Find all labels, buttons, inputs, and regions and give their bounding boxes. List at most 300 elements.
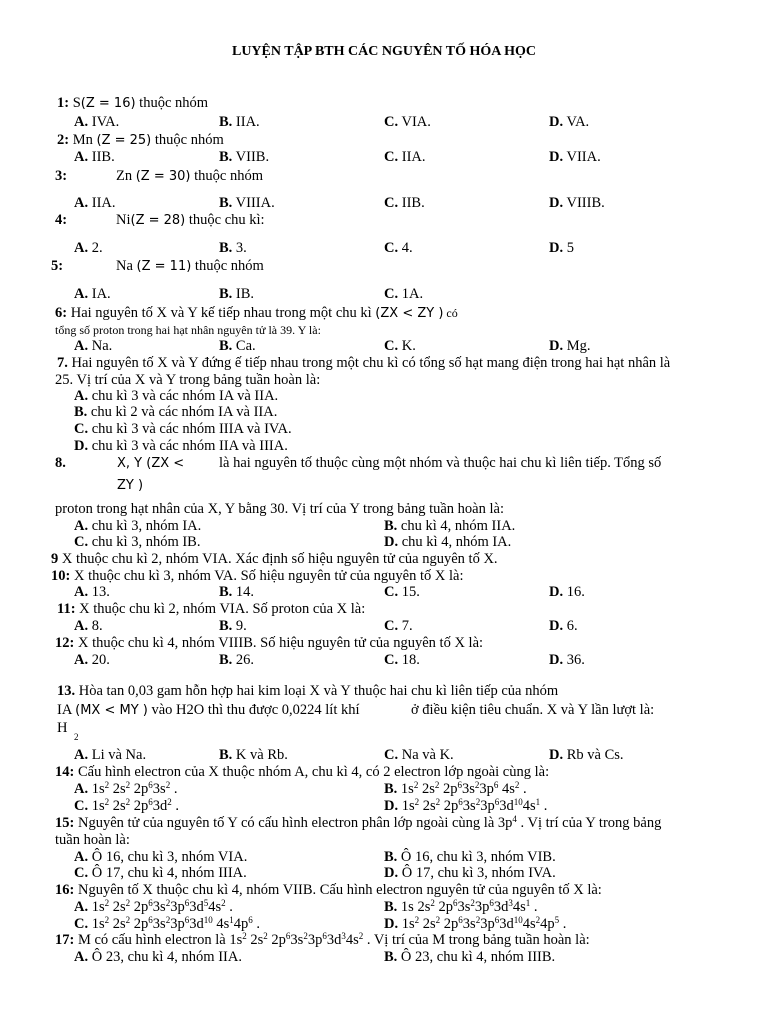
option-key: A. [74, 584, 89, 600]
text-run: Ni [116, 212, 131, 228]
text-run: 3d [189, 899, 204, 915]
text-run: . [559, 916, 567, 932]
gas-subscript: 2 [74, 732, 79, 742]
option-a [74, 388, 278, 405]
option-d [549, 114, 589, 131]
option-b [219, 149, 269, 166]
question-stem [73, 132, 224, 148]
math-run: (Z = 25) [96, 133, 152, 148]
option-text: chu kì 4, nhóm IA. [401, 534, 512, 550]
text-run: 2p [130, 798, 149, 814]
option-text: 15. [401, 584, 420, 600]
question-13-stem-line2 [57, 702, 360, 719]
text-run: . [530, 899, 538, 915]
option-b [219, 652, 254, 669]
option-text: 13. [91, 584, 110, 600]
text-run: 3s [457, 899, 471, 915]
question-number: 10: [51, 568, 71, 584]
option-text [401, 899, 538, 915]
text-run: 1s [400, 781, 414, 797]
text-run: 1s [401, 916, 415, 932]
question-1 [57, 95, 208, 112]
text-run: 3p [170, 916, 185, 932]
math-run: (Z = 11) [136, 259, 192, 274]
option-b [384, 781, 527, 798]
text-run: 3d [189, 916, 204, 932]
question-17 [55, 932, 590, 949]
text-run: 4p [540, 916, 555, 932]
option-b [219, 240, 247, 257]
question-stem: Hòa tan 0,03 gam hỗn hợp hai kim loại X và Y thuộc hai chu kì liên tiếp của nhóm [78, 683, 559, 699]
question-stem [73, 95, 208, 111]
question-stem [78, 815, 661, 831]
option-b [219, 618, 247, 635]
option-c [74, 421, 292, 438]
text-run: Hai nguyên tố X và Y kế tiếp nhau trong một chu kì [70, 305, 376, 321]
text-run: . [519, 781, 527, 797]
option-text: VIIB. [235, 149, 270, 165]
text-run: 1s [401, 798, 415, 814]
option-text: VA. [566, 114, 590, 130]
text-run: 2p [440, 798, 459, 814]
option-key: D. [384, 865, 399, 881]
question-number: 8. [55, 455, 66, 471]
question-3-number [55, 168, 67, 185]
option-text: Ô 23, chu kì 4, nhóm IIA. [91, 949, 242, 965]
option-key: A. [74, 899, 89, 915]
option-key: B. [384, 949, 398, 965]
text-run: 4s [208, 899, 222, 915]
option-key: B. [384, 849, 398, 865]
text-run: . [540, 798, 548, 814]
option-key: D. [74, 438, 89, 454]
math-run: (MX < MY ) [75, 703, 148, 718]
text-run: 3p [474, 899, 490, 915]
option-key: D. [549, 618, 564, 634]
question-2 [57, 132, 224, 149]
option-d [549, 195, 605, 212]
question-number: 7. [57, 355, 68, 371]
question-number: 16: [55, 882, 75, 898]
superscript: 2 [125, 797, 131, 808]
text-run: 3p [170, 899, 185, 915]
text-run: 3s [152, 899, 166, 915]
superscript: 3 [341, 931, 346, 942]
superscript: 6 [494, 797, 500, 808]
option-a [74, 899, 233, 916]
option-c [74, 865, 247, 882]
question-number: 5: [51, 258, 64, 274]
option-key: A. [74, 747, 89, 763]
superscript: 2 [125, 898, 131, 909]
text-run: thuộc nhóm [190, 168, 263, 184]
option-a [74, 286, 111, 303]
superscript: 6 [489, 898, 494, 909]
option-text: chu kì 3 và các nhóm IIIA và IVA. [91, 421, 292, 437]
text-run: 2s [109, 798, 126, 814]
option-text: Ô 16, chu kì 3, nhóm VIB. [400, 849, 556, 865]
question-stem: X thuộc chu kì 4, nhóm VIIIB. Số hiệu nguyên tử của nguyên tố X là: [77, 635, 484, 651]
question-number: 1: [57, 95, 70, 111]
superscript: 6 [184, 898, 190, 909]
text-run: thuộc nhóm [151, 132, 224, 148]
superscript: 2 [242, 931, 247, 942]
question-number: 6: [55, 305, 68, 321]
text-run: 2p [130, 899, 149, 915]
option-a [74, 338, 112, 355]
option-text: chu kì 3, nhóm IB. [91, 534, 201, 550]
option-key: B. [219, 195, 233, 211]
text-run: thuộc nhóm [191, 258, 264, 274]
question-8-stem-line2: proton trong hạt nhân của X, Y bằng 30. Vị trí của Y trong bảng tuần hoàn là: [55, 501, 504, 517]
option-text: 2. [91, 240, 103, 256]
question-8-math: X, Y (ZX < [117, 456, 185, 471]
superscript: 2 [104, 915, 110, 926]
option-key: B. [219, 584, 233, 600]
math-run: (Z = 30) [135, 169, 191, 184]
text-run: . [170, 781, 178, 797]
text-run: 4s [345, 932, 359, 948]
superscript: 1 [535, 797, 541, 808]
option-key: A. [74, 781, 89, 797]
superscript: 2 [104, 780, 110, 791]
option-key: C. [384, 584, 399, 600]
option-d [549, 618, 578, 635]
option-key: D. [549, 149, 564, 165]
text-run: 1s [91, 798, 105, 814]
option-key: C. [384, 747, 399, 763]
option-d [549, 747, 624, 764]
text-run: 2s [419, 798, 436, 814]
option-key: A. [74, 195, 89, 211]
question-7 [57, 355, 670, 372]
text-run: 4s [212, 916, 230, 932]
superscript: 10 [513, 915, 523, 926]
option-a [74, 518, 201, 535]
superscript: 2 [435, 797, 441, 808]
question-number: 17: [55, 932, 75, 948]
question-stem: Cấu hình electron của X thuộc nhóm A, chu kì 4, có 2 electron lớp ngoài cùng là: [77, 764, 550, 780]
text-run: . [171, 798, 180, 814]
option-key: A. [74, 286, 89, 302]
option-c [384, 195, 425, 212]
superscript: 6 [148, 915, 153, 926]
option-key: C. [384, 618, 399, 634]
option-d [549, 240, 574, 257]
superscript: 2 [413, 780, 419, 791]
superscript: 6 [148, 797, 153, 808]
question-number: 3: [55, 168, 68, 184]
option-b [219, 338, 256, 355]
text-run: 3s [152, 781, 166, 797]
option-c [74, 534, 200, 551]
question-number: 14: [55, 764, 75, 780]
superscript: 6 [457, 780, 462, 791]
text-run: 3s [462, 916, 476, 932]
option-text: Li và Na. [91, 747, 147, 763]
text-run: thuộc chu kì: [185, 212, 265, 228]
question-stem [78, 932, 590, 948]
option-text: VIIIB. [566, 195, 605, 211]
option-text: Na và K. [401, 747, 454, 763]
option-text: 8. [91, 618, 103, 634]
option-text: Ca. [235, 338, 256, 354]
math-run: (ZX < ZY ) [375, 306, 444, 321]
question-5-number [51, 258, 63, 275]
text-run: Mn [72, 132, 97, 148]
text-run: 3s [462, 798, 476, 814]
superscript: 2 [263, 931, 268, 942]
question-16 [55, 882, 602, 899]
option-key: C. [384, 240, 399, 256]
option-key: B. [219, 652, 233, 668]
option-a [74, 195, 116, 212]
question-number: 15: [55, 815, 75, 831]
option-key: B. [384, 781, 398, 797]
superscript: 3 [508, 898, 513, 909]
question-number: 13. [57, 683, 76, 699]
question-8-math-line2: ZY ) [117, 478, 144, 493]
option-key: A. [74, 149, 89, 165]
text-run: Zn [116, 168, 136, 184]
option-text: IIA. [401, 149, 426, 165]
option-d [549, 338, 591, 355]
page-title: LUYỆN TẬP BTH CÁC NGUYÊN TỐ HÓA HỌC [231, 44, 537, 59]
question-9 [51, 551, 498, 568]
option-key: B. [384, 899, 398, 915]
text-run: 3s [461, 781, 475, 797]
text-run: 2p [130, 916, 149, 932]
option-key: D. [549, 114, 564, 130]
text-run: M có cấu hình electron là 1s [77, 932, 243, 948]
math-run: (Z = 28) [130, 213, 186, 228]
question-number: 12: [55, 635, 75, 651]
superscript: 2 [474, 780, 480, 791]
option-key: B. [219, 618, 233, 634]
option-key: B. [219, 114, 233, 130]
option-key: C. [384, 338, 399, 354]
option-text: Mg. [566, 338, 591, 354]
text-run: 4p [233, 916, 249, 932]
superscript: 6 [148, 898, 153, 909]
superscript: 2 [125, 915, 131, 926]
option-b [219, 114, 260, 131]
option-text: chu kì 3 và các nhóm IA và IIA. [91, 388, 279, 404]
option-text: IB. [235, 286, 255, 302]
text-run: 3d [499, 916, 514, 932]
text-run: 3p [480, 798, 495, 814]
text-run: . [225, 899, 233, 915]
option-c [384, 114, 431, 131]
option-a [74, 747, 146, 764]
option-b [219, 286, 254, 303]
question-13 [57, 683, 558, 700]
question-13-stem-line2-cont: ở điều kiện tiêu chuẩn. X và Y lần lượt là: [411, 702, 655, 718]
option-a [74, 240, 103, 257]
text-run: IA [57, 702, 76, 718]
option-text: chu kì 4, nhóm IIA. [400, 518, 516, 534]
option-c [384, 240, 413, 257]
text-run: 3p [480, 916, 495, 932]
text-run: S [72, 95, 81, 111]
question-8-stem: là hai nguyên tố thuộc cùng một nhóm và thuộc hai chu kì liên tiếp. Tổng số [219, 455, 662, 471]
text-run: 3d [499, 798, 514, 814]
option-key: C. [74, 865, 89, 881]
question-8-number [55, 455, 66, 472]
option-key: D. [549, 747, 564, 763]
option-text: 3. [235, 240, 247, 256]
superscript: 5 [554, 915, 560, 926]
option-key: B. [384, 518, 398, 534]
superscript: 2 [514, 780, 520, 791]
superscript: 6 [458, 915, 463, 926]
question-4-stem [116, 212, 265, 229]
text-run: 4s [498, 781, 515, 797]
text-run: 2p [440, 916, 459, 932]
superscript: 1 [229, 915, 234, 926]
text-run: 3s [290, 932, 304, 948]
superscript: 2 [435, 915, 441, 926]
option-key: B. [219, 286, 233, 302]
superscript: 2 [414, 797, 420, 808]
option-a [74, 781, 177, 798]
option-text [92, 916, 260, 932]
option-key: D. [549, 584, 564, 600]
option-text [402, 916, 567, 932]
option-d [549, 652, 585, 669]
option-key: D. [549, 338, 564, 354]
option-key: D. [384, 534, 399, 550]
option-key: C. [74, 534, 89, 550]
option-a [74, 584, 110, 601]
option-d [549, 149, 601, 166]
option-d [384, 865, 556, 882]
option-b [384, 949, 555, 966]
text-run: 3p [479, 781, 494, 797]
option-a [74, 949, 242, 966]
option-text: Rb và Cs. [566, 747, 624, 763]
superscript: 2 [165, 915, 171, 926]
small-text-run: có [443, 306, 458, 320]
option-text: IIA. [235, 114, 260, 130]
option-text: 18. [401, 652, 420, 668]
option-d [384, 916, 566, 933]
option-a [74, 618, 103, 635]
option-key: D. [549, 652, 564, 668]
option-c [384, 747, 454, 764]
question-stem: X thuộc chu kì 3, nhóm VA. Số hiệu nguyên tử của nguyên tố X là: [73, 568, 464, 584]
option-text: IIB. [401, 195, 425, 211]
question-12 [55, 635, 483, 652]
option-key: A. [74, 388, 89, 404]
superscript: 6 [322, 931, 327, 942]
option-text: VIIIA. [235, 195, 275, 211]
option-text: 16. [566, 584, 585, 600]
text-run: 2s [246, 932, 264, 948]
superscript: 6 [184, 915, 190, 926]
option-text: IVA. [91, 114, 120, 130]
option-text: 9. [235, 618, 247, 634]
option-key: B. [219, 240, 233, 256]
text-run: . Vị trí của M trong bảng tuần hoàn là: [363, 932, 590, 948]
option-key: A. [74, 949, 89, 965]
superscript: 2 [303, 931, 308, 942]
option-key: A. [74, 652, 89, 668]
question-stem: X thuộc chu kì 2, nhóm VIA. Xác định số hiệu nguyên tử của nguyên tố X. [61, 551, 498, 567]
option-text: 1A. [401, 286, 424, 302]
option-text: 6. [566, 618, 578, 634]
math-run: (Z = 16) [80, 96, 136, 111]
text-run: 3d [326, 932, 342, 948]
text-run: 2p [130, 781, 149, 797]
option-b [384, 849, 556, 866]
option-key: C. [384, 149, 399, 165]
question-5-stem [116, 258, 264, 275]
superscript: 1 [525, 898, 531, 909]
option-key: A. [74, 338, 89, 354]
superscript: 2 [165, 780, 171, 791]
text-run: 3d [152, 798, 168, 814]
option-text [92, 899, 233, 915]
superscript: 6 [285, 931, 291, 942]
question-11 [57, 601, 365, 618]
option-c [74, 798, 179, 815]
superscript: 2 [221, 898, 226, 909]
option-key: D. [549, 240, 564, 256]
option-text: 14. [235, 584, 255, 600]
option-d [549, 584, 585, 601]
text-run: 2p [439, 781, 458, 797]
text-run: 4s [522, 916, 536, 932]
text-run: 2s [109, 916, 126, 932]
option-text: IIA. [91, 195, 116, 211]
superscript: 2 [470, 898, 475, 909]
superscript: 6 [494, 915, 500, 926]
text-run: thuộc nhóm [135, 95, 209, 111]
question-stem [71, 305, 458, 321]
superscript: 2 [358, 931, 364, 942]
superscript: 2 [475, 915, 481, 926]
superscript: 6 [493, 780, 499, 791]
text-run: 1s [91, 781, 105, 797]
text-run: 3p [307, 932, 323, 948]
option-text: 20. [91, 652, 110, 668]
text-run: 4s [512, 899, 526, 915]
option-text: 5 [566, 240, 574, 256]
option-key: B. [219, 747, 233, 763]
option-c [384, 618, 413, 635]
option-text: VIIA. [566, 149, 601, 165]
option-key: C. [384, 195, 399, 211]
option-text: chu kì 3 và các nhóm IIA và IIIA. [91, 438, 288, 454]
question-number: 4: [55, 212, 68, 228]
option-text: Ô 16, chu kì 3, nhóm VIA. [91, 849, 248, 865]
option-key: A. [74, 240, 89, 256]
text-run: 1s [91, 899, 105, 915]
option-b [219, 584, 254, 601]
superscript: 2 [434, 780, 440, 791]
option-b [384, 518, 515, 535]
text-run: 2p [434, 899, 453, 915]
text-run: 3s [152, 916, 166, 932]
option-text [402, 798, 548, 814]
question-15 [55, 815, 661, 832]
option-c [384, 149, 426, 166]
text-run: Na [116, 258, 137, 274]
text-run: 1s 2s [400, 899, 431, 915]
text-run: Nguyên tử của nguyên tố Y có cấu hình electron phân lớp ngoài cùng là 3p [77, 815, 513, 831]
question-number: 11: [57, 601, 76, 617]
